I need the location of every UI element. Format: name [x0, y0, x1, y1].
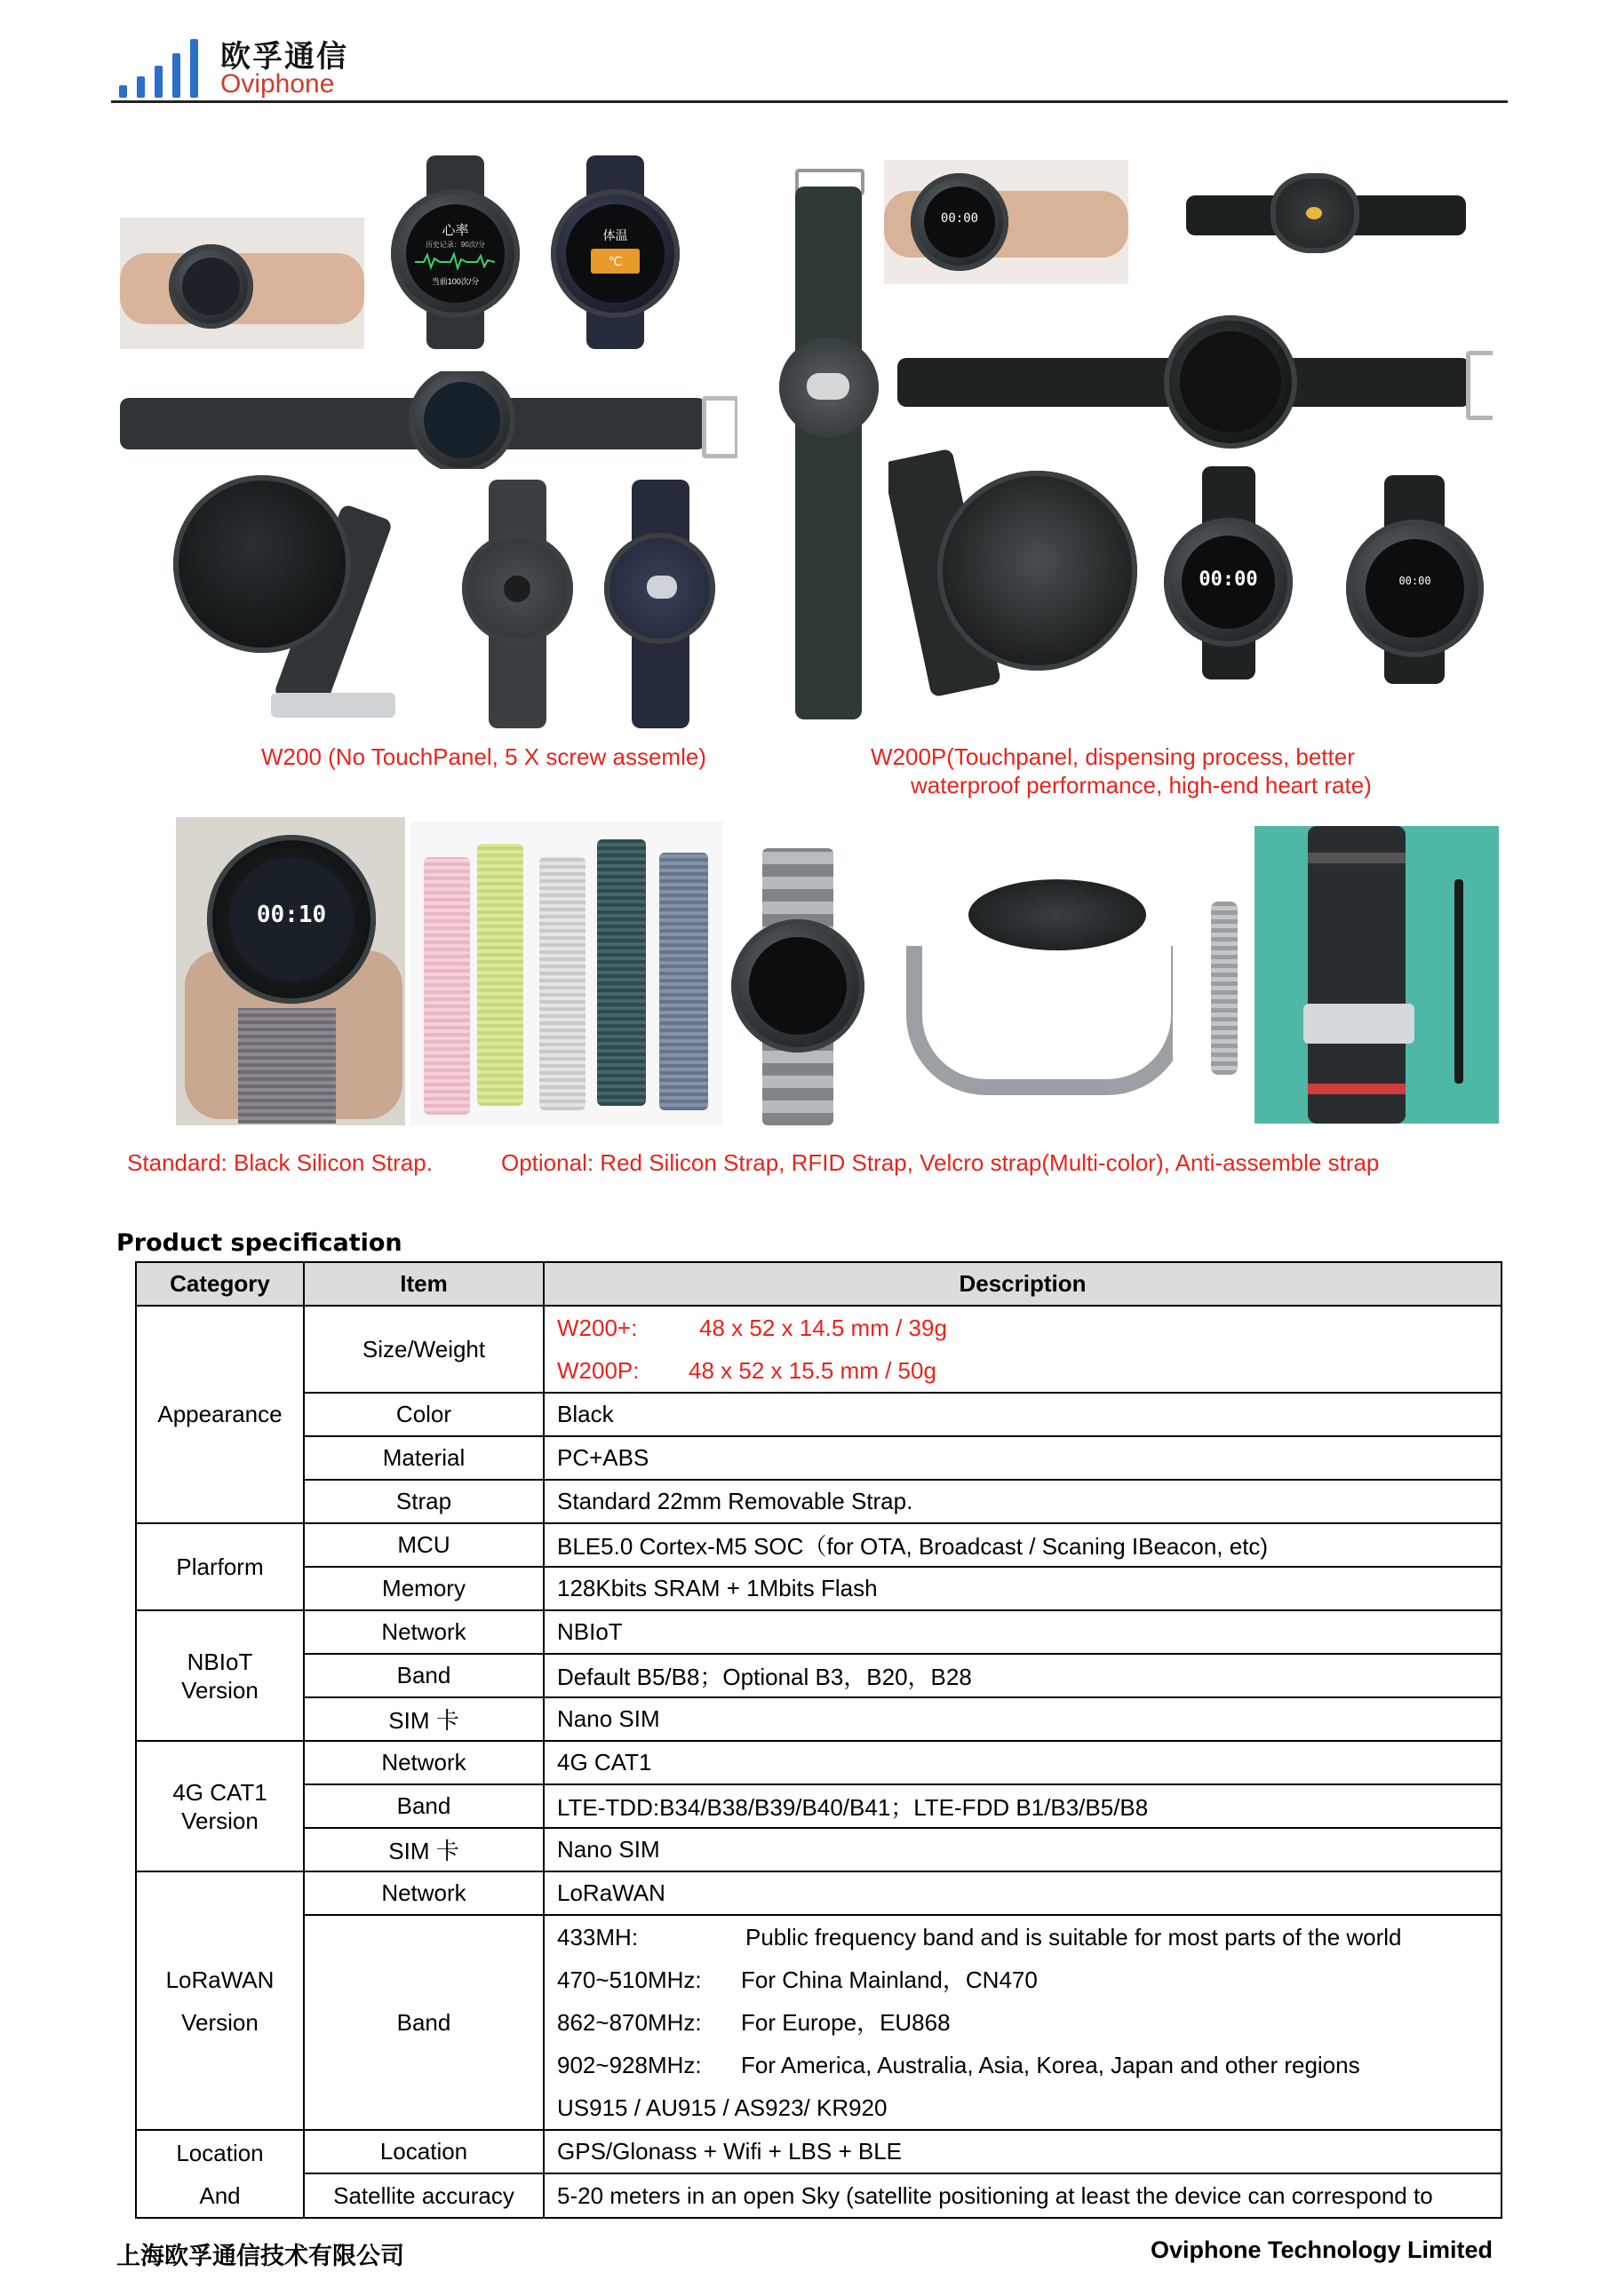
spec-section-title: Product specification [116, 1229, 402, 1257]
w200p-wrist-time: 00:00 [940, 211, 979, 226]
photo-w200p-side-view [888, 435, 1142, 711]
logo-chinese-name: 欧孚通信 [220, 39, 348, 75]
footer-company-en: Oviphone Technology Limited [1151, 2236, 1494, 2263]
table-row [136, 1828, 1502, 1871]
header-divider [111, 100, 1508, 103]
lorawan-band-desc: Public frequency band and is suitable for most parts of the world [745, 1924, 1402, 1950]
lorawan-band-freq: 902~928MHz: [557, 2052, 702, 2078]
item-nbiot-band: Band [304, 1654, 544, 1697]
header-item: Item [304, 1262, 544, 1306]
table-row [136, 1784, 1502, 1828]
photo-heart-rate-watch [386, 155, 524, 349]
category-nbiot-line2: Version [181, 1676, 259, 1704]
item-lorawan-band: Band [304, 1915, 544, 2130]
desc-material: PC+ABS [544, 1436, 1502, 1480]
item-nbiot-network: Network [304, 1610, 544, 1654]
table-row [136, 1610, 1502, 1654]
table-row [136, 1654, 1502, 1697]
lorawan-band-line [557, 2001, 1488, 2044]
item-mcu: MCU [304, 1523, 544, 1567]
photo-metal-strap-watch [727, 848, 869, 1125]
lorawan-band-freq: 470~510MHz: [557, 1966, 702, 1993]
table-row [136, 1741, 1502, 1784]
company-logo [114, 32, 362, 99]
size-w200-line [557, 1307, 1488, 1349]
size-w200p-label: W200P: [557, 1357, 640, 1384]
table-row [136, 1523, 1502, 1567]
desc-cat1-band: LTE-TDD:B34/B38/B39/B40/B41；LTE-FDD B1/B3/B5/B8 [544, 1784, 1502, 1828]
photo-w200p-on-wrist [884, 160, 1128, 284]
table-row [136, 1480, 1502, 1523]
item-lorawan-network: Network [304, 1871, 544, 1915]
photo-w200p-back-band [1186, 173, 1466, 253]
item-material: Material [304, 1436, 544, 1480]
size-w200-value: 48 x 52 x 14.5 mm / 39g [699, 1315, 947, 1341]
item-cat1-network: Network [304, 1741, 544, 1784]
logo-signal-bar-5 [190, 39, 198, 98]
category-appearance: Appearance [136, 1306, 304, 1523]
spec-header-row [136, 1262, 1502, 1306]
size-w200p-value: 48 x 52 x 15.5 mm / 50g [689, 1357, 936, 1384]
lorawan-band-line [557, 1916, 1488, 1958]
desc-lorawan-band [544, 1915, 1502, 2130]
category-platform: Plarform [136, 1523, 304, 1610]
category-cat1-line2: Version [181, 1807, 259, 1834]
desc-size-weight [544, 1306, 1502, 1393]
photo-screwdriver-tool [1204, 902, 1244, 1075]
table-row [136, 1393, 1502, 1436]
desc-nbiot-band: Default B5/B8；Optional B3，B20，B28 [544, 1654, 1502, 1697]
photo-w200p-full-strap [777, 164, 880, 719]
category-cat1-line1: 4G CAT1 [172, 1778, 267, 1806]
item-memory: Memory [304, 1567, 544, 1610]
category-nbiot [136, 1610, 304, 1741]
heart-rate-history: 历史记录：90次/分 [425, 241, 486, 249]
desc-nbiot-network: NBIoT [544, 1610, 1502, 1654]
w200p-clock-time: 00:00 [1199, 568, 1258, 591]
size-w200p-line [557, 1349, 1488, 1392]
desc-memory: 128Kbits SRAM + 1Mbits Flash [544, 1567, 1502, 1610]
heart-rate-current: 当前100次/分 [431, 277, 480, 286]
w200p-date-time: 00:00 [1398, 575, 1431, 587]
logo-signal-bar-1 [119, 85, 127, 98]
desc-cat1-network: 4G CAT1 [544, 1741, 1502, 1784]
category-cat1 [136, 1741, 304, 1871]
photo-velcro-strap-wrist [176, 817, 405, 1125]
lorawan-band-desc: For China Mainland，CN470 [741, 1966, 1038, 1993]
table-row [136, 1871, 1502, 1915]
photo-w200p-flat-strap [897, 315, 1493, 449]
header-description: Description [544, 1262, 1502, 1306]
logo-signal-bar-2 [137, 76, 145, 98]
category-lorawan-line2: Version [181, 2008, 259, 2036]
item-size-weight: Size/Weight [304, 1306, 544, 1393]
photo-anti-assemble-strap [1255, 826, 1499, 1124]
desc-satellite-accuracy-text: 5-20 meters in an open Sky (satellite positioning at least the device can correspond to [557, 2182, 1433, 2209]
desc-satellite-accuracy [544, 2173, 1502, 2218]
lorawan-band-line [557, 2044, 1488, 2086]
desc-lorawan-network: LoRaWAN [544, 1871, 1502, 1915]
photo-watch-side-view [173, 471, 409, 728]
logo-signal-bar-4 [172, 53, 180, 98]
caption-w200p-line2: waterproof performance, high-end heart rate) [911, 772, 1372, 798]
desc-cat1-sim: Nano SIM [544, 1828, 1502, 1871]
heart-rate-title: 心率 [442, 223, 469, 238]
item-cat1-band: Band [304, 1784, 544, 1828]
photo-w200p-clock-face [1159, 466, 1297, 679]
desc-color: Black [544, 1393, 1502, 1436]
logo-english-name: Oviphone [220, 69, 335, 99]
category-location-line2: And [199, 2181, 241, 2209]
desc-strap: Standard 22mm Removable Strap. [544, 1480, 1502, 1523]
category-location-line1: Location [176, 2139, 264, 2166]
table-row [136, 1915, 1502, 2130]
temperature-title: 体温 [602, 228, 628, 242]
photo-temperature-watch [546, 155, 684, 349]
category-location [136, 2130, 304, 2218]
category-nbiot-line1: NBIoT [187, 1648, 253, 1675]
heart-rate-wave-icon [415, 251, 495, 271]
lorawan-band-desc: For America, Australia, Asia, Korea, Japan and other regions [741, 2052, 1360, 2078]
item-location: Location [304, 2130, 544, 2173]
lorawan-band-freq: 862~870MHz: [557, 2009, 702, 2036]
caption-optional-strap: Optional: Red Silicon Strap, RFID Strap, Velcro strap(Multi-color), Anti-assemble strap [501, 1149, 1380, 1176]
lorawan-band-extra: US915 / AU915 / AS923/ KR920 [557, 2094, 888, 2121]
size-w200-label: W200+: [557, 1315, 638, 1341]
lorawan-band-line [557, 1958, 1488, 2001]
table-row [136, 2173, 1502, 2218]
caption-standard-strap: Standard: Black Silicon Strap. [127, 1149, 433, 1176]
photo-w200p-date-face [1333, 475, 1497, 684]
header-category: Category [136, 1262, 304, 1306]
spec-table [135, 1261, 1502, 2219]
desc-location: GPS/Glonass + Wifi + LBS + BLE [544, 2130, 1502, 2173]
item-color: Color [304, 1393, 544, 1436]
desc-nbiot-sim: Nano SIM [544, 1697, 1502, 1741]
footer-company-cn: 上海欧孚通信技术有限公司 [116, 2243, 404, 2270]
caption-w200: W200 (No TouchPanel, 5 X screw assemle) [261, 743, 706, 770]
item-strap: Strap [304, 1480, 544, 1523]
lorawan-band-desc: For Europe，EU868 [741, 2009, 951, 2036]
desc-mcu: BLE5.0 Cortex-M5 SOC（for OTA, Broadcast / Scaning IBeacon, etc) [544, 1523, 1502, 1567]
photo-watch-flat-strap [120, 371, 737, 469]
velcro-watch-time: 00:10 [256, 902, 327, 928]
table-row [136, 1436, 1502, 1480]
photo-watch-back-blue [602, 480, 718, 728]
category-lorawan [136, 1871, 304, 2130]
lorawan-band-freq: 433MH: [557, 1924, 639, 1950]
item-cat1-sim: SIM 卡 [304, 1828, 544, 1871]
logo-signal-bar-3 [155, 66, 163, 98]
caption-w200p-line1: W200P(Touchpanel, dispensing process, better [871, 743, 1355, 770]
item-satellite-accuracy: Satellite accuracy [304, 2173, 544, 2218]
photo-watch-back-sensor [458, 480, 578, 728]
temperature-unit: ℃ [591, 249, 640, 274]
table-row [136, 1306, 1502, 1393]
photo-metal-strap-side [888, 875, 1173, 1097]
table-row [136, 1697, 1502, 1741]
photo-velcro-straps-colors [410, 822, 723, 1125]
table-row [136, 1567, 1502, 1610]
table-row [136, 2130, 1502, 2173]
category-lorawan-line1: LoRaWAN [165, 1966, 275, 1993]
item-nbiot-sim: SIM 卡 [304, 1697, 544, 1741]
photo-watch-on-wrist [120, 218, 364, 349]
